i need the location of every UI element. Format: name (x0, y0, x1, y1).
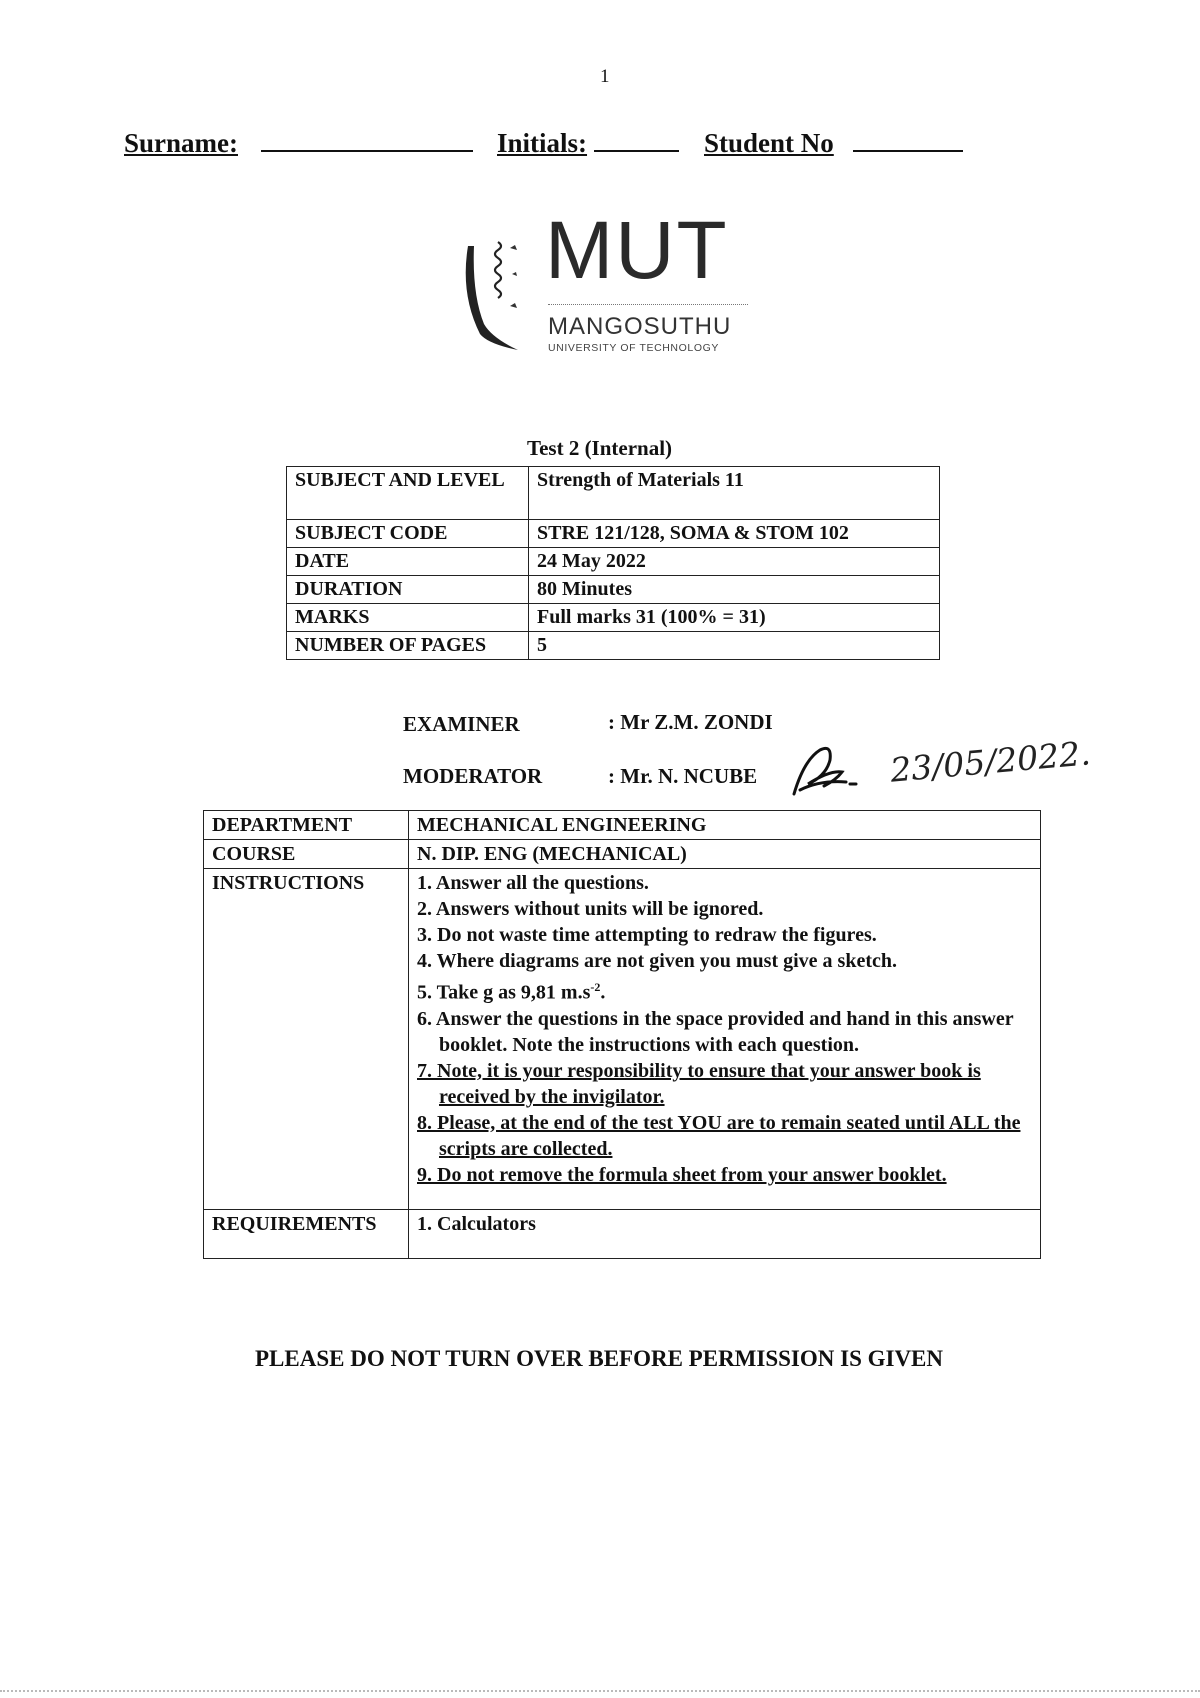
subject-info-table (286, 466, 940, 660)
list-item: 7. Note, it is your responsibility to ensure that your answer book is received by the invigilator. (417, 1059, 981, 1108)
footer-notice: PLEASE DO NOT TURN OVER BEFORE PERMISSION IS GIVEN (255, 1346, 944, 1371)
list-item: 9. Do not remove the formula sheet from your answer booklet. (417, 1163, 947, 1186)
signature-date: 23/05/2022. (888, 733, 1093, 790)
test-title: Test 2 (Internal) (527, 436, 673, 460)
course-label: COURSE (204, 840, 409, 869)
surname-label: Surname: (124, 128, 238, 158)
info-value: Strength of Materials 11 (529, 467, 940, 520)
list-item: 8. Please, at the end of the test YOU are to remain seated until ALL the scripts are collected. (417, 1111, 1021, 1160)
info-label: SUBJECT CODE (287, 520, 529, 548)
department-value: MECHANICAL ENGINEERING (409, 811, 1041, 840)
list-item (417, 974, 1032, 1006)
examiner-value: : Mr Z.M. ZONDI (608, 710, 773, 734)
student-no-blank (853, 128, 963, 152)
instructions-label: INSTRUCTIONS (204, 869, 409, 1210)
list-item: 1. Answer all the questions. (417, 872, 649, 894)
scan-edge-artifact (0, 1690, 1200, 1698)
moderator-signature-icon (790, 740, 880, 798)
logo-divider (548, 304, 748, 305)
instruction-5-text: 5. Take g as 9,81 m.s (417, 981, 591, 1004)
info-value: STRE 121/128, SOMA & STOM 102 (529, 520, 940, 548)
table-row (287, 467, 940, 520)
course-value: N. DIP. ENG (MECHANICAL) (409, 840, 1041, 869)
student-no-field (704, 128, 963, 159)
table-row (287, 520, 940, 548)
list-item: 3. Do not waste time attempting to redraw the figures. (417, 924, 877, 946)
department-label: DEPARTMENT (204, 811, 409, 840)
instruction-5-end: . (600, 981, 606, 1004)
table-row (204, 840, 1041, 869)
table-row (204, 1210, 1041, 1259)
moderator-value: : Mr. N. NCUBE (608, 764, 758, 788)
instructions-cell (409, 869, 1041, 1210)
list-item: 6. Answer the questions in the space provided and hand in this answer booklet. Note the instructions with each question. (417, 1007, 1014, 1056)
logo-name: MANGOSUTHU (548, 313, 732, 340)
info-value: Full marks 31 (100% = 31) (529, 604, 940, 632)
table-row (287, 548, 940, 576)
table-row (204, 811, 1041, 840)
info-value: 24 May 2022 (529, 548, 940, 576)
table-row (287, 576, 940, 604)
info-label: DURATION (287, 576, 529, 604)
info-value: 80 Minutes (529, 576, 940, 604)
student-no-label: Student No (704, 128, 834, 158)
instruction-5-superscript: -2 (590, 980, 601, 994)
logo-acronym: MUT (545, 205, 729, 296)
requirements-label: REQUIREMENTS (204, 1210, 409, 1259)
initials-label: Initials: (497, 128, 588, 158)
surname-blank (261, 128, 473, 152)
info-label: MARKS (287, 604, 529, 632)
info-value: 5 (529, 632, 940, 660)
instructions-list (417, 870, 1032, 1188)
initials-field (497, 128, 679, 159)
list-item: 4. Where diagrams are not given you must give a sketch. (417, 950, 897, 972)
department-table (203, 810, 1041, 1259)
info-label: NUMBER OF PAGES (287, 632, 529, 660)
examiner-label: EXAMINER (403, 712, 520, 736)
page-number: 1 (600, 66, 610, 87)
logo-subtitle: UNIVERSITY OF TECHNOLOGY (548, 342, 719, 354)
info-label: SUBJECT AND LEVEL (287, 467, 529, 520)
list-item: 2. Answers without units will be ignored. (417, 898, 764, 920)
moderator-label: MODERATOR (403, 764, 543, 788)
table-row (287, 604, 940, 632)
requirements-value: 1. Calculators (409, 1210, 1041, 1259)
info-label: DATE (287, 548, 529, 576)
surname-field (124, 128, 473, 159)
mut-logo-emblem-icon (458, 234, 528, 352)
table-row (204, 869, 1041, 1210)
initials-blank (594, 128, 679, 152)
table-row (287, 632, 940, 660)
